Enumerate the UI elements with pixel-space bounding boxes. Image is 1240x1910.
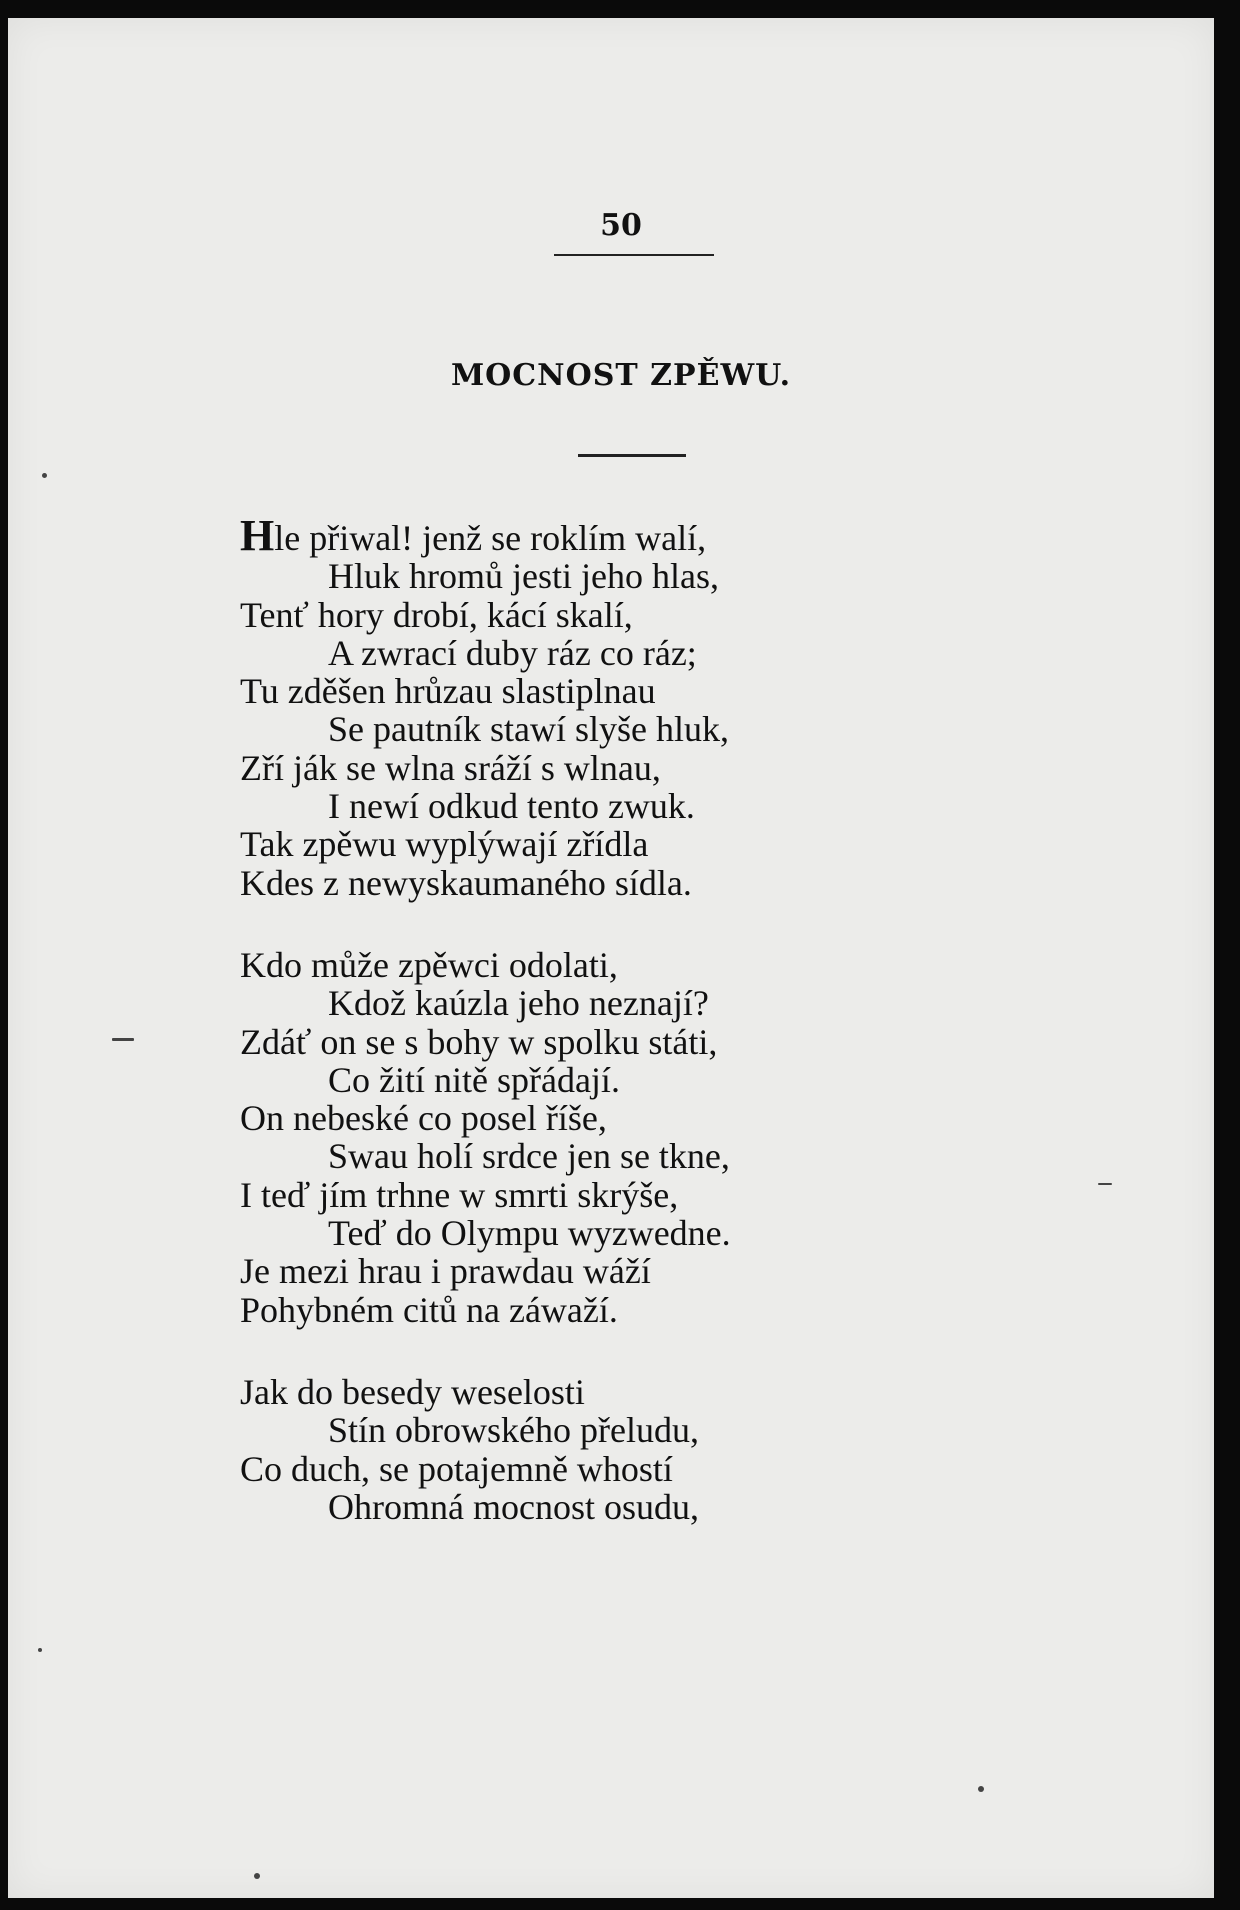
verse-line: Teď do Olympu wyzwedne. — [328, 1213, 731, 1254]
verse-line: Tak zpěwu wyplýwají zřídla — [240, 824, 649, 865]
scan-speck — [254, 1873, 260, 1879]
drop-cap: H — [240, 511, 275, 560]
verse-line: Zdáť on se s bohy w spolku státi, — [240, 1021, 718, 1062]
page-number: 50 — [600, 208, 642, 243]
verse-line: A zwrací duby ráz co ráz; — [328, 632, 697, 673]
verse-line-text: le přiwal! jenž se roklím walí, — [274, 518, 707, 558]
stanza-3 — [240, 1373, 1000, 1526]
scan-speck — [112, 1038, 134, 1041]
verse-line: Tenť hory drobí, kácí skalí, — [240, 594, 633, 635]
verse-line: Tu zděšen hrůzau slastiplnau — [240, 671, 656, 712]
verse-line: I teď jím trhne w smrti skrýše, — [240, 1174, 679, 1215]
verse-line: Kdo může zpěwci odolati, — [240, 944, 618, 985]
page-number-rule — [554, 254, 714, 256]
verse-line: Stín obrowského přeludu, — [328, 1410, 699, 1451]
verse-line: Kdož kaúzla jeho neznají? — [328, 983, 709, 1024]
verse-line: Hluk hromů jesti jeho hlas, — [328, 556, 719, 597]
verse-line: Ohromná mocnost osudu, — [328, 1486, 699, 1527]
poem-body — [240, 511, 1000, 1527]
verse-line: Co žití nitě spřádají. — [328, 1059, 620, 1100]
verse-line: I newí odkud tento zwuk. — [328, 786, 695, 827]
scan-speck — [42, 473, 47, 478]
verse-line: Zří ják se wlna sráží s wlnau, — [240, 747, 661, 788]
verse-line: On nebeské co posel říše, — [240, 1098, 607, 1139]
verse-line: Jak do besedy weselosti — [240, 1371, 585, 1412]
stanza-2 — [240, 946, 1000, 1329]
verse-line: Kdes z newyskaumaného sídla. — [240, 862, 692, 903]
verse-line — [240, 511, 1000, 560]
verse-line: Pohybném citů na záwaží. — [240, 1289, 618, 1330]
poem-title: MOCNOST ZPĚWU. — [450, 358, 792, 393]
scan-speck — [978, 1786, 984, 1792]
verse-line: Se pautník stawí slyše hluk, — [328, 709, 729, 750]
title-rule — [578, 454, 686, 457]
scan-speck — [1098, 1183, 1112, 1185]
stanza-1 — [240, 511, 1000, 903]
verse-line: Co duch, se potajemně whostí — [240, 1448, 673, 1489]
scan-speck — [38, 1648, 42, 1652]
verse-line: Je mezi hrau i prawdau wáží — [240, 1251, 651, 1292]
book-page — [8, 18, 1214, 1898]
verse-line: Swau holí srdce jen se tkne, — [328, 1136, 730, 1177]
